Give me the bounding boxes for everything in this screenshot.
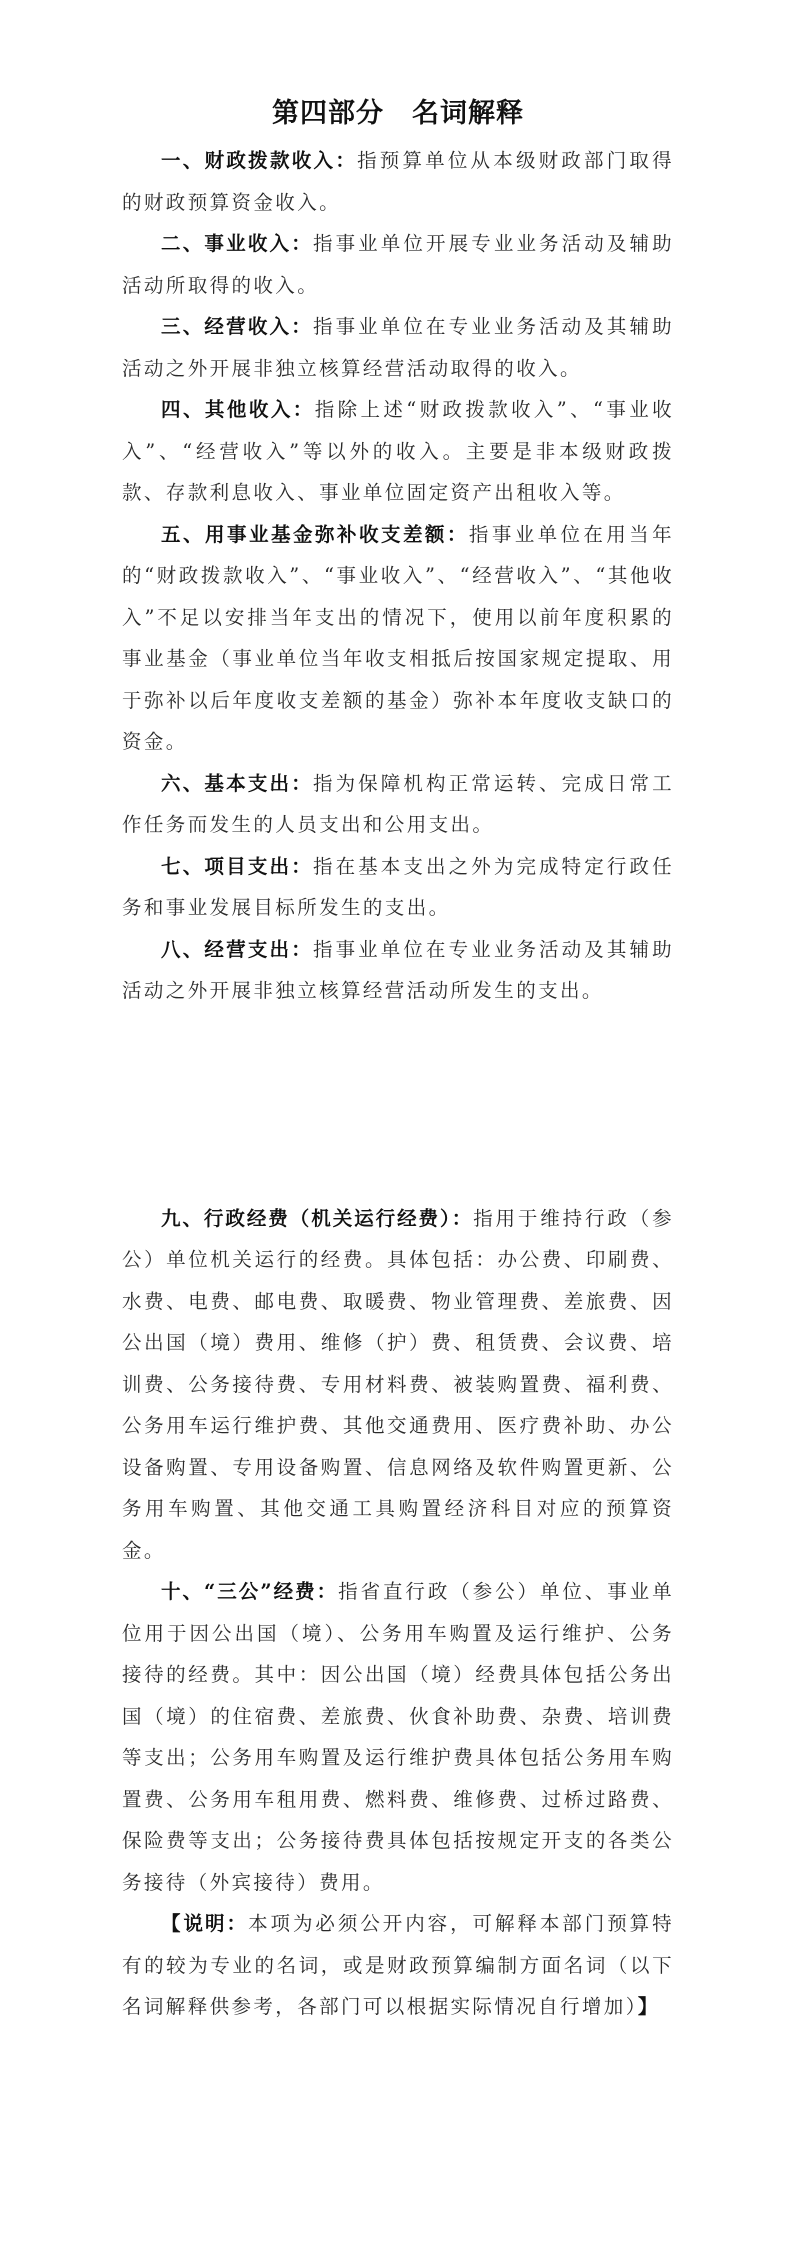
term-label: 三、经营收入： [161, 315, 313, 338]
definition-paragraph-1 [122, 140, 674, 223]
term-definition: 指事业单位在专业业务活动及其辅助活动之外开展非独立核算经营活动所发生的支出。 [122, 937, 674, 1002]
page-break-gap [122, 1012, 674, 1198]
definition-paragraph-5 [122, 514, 674, 763]
term-label: 十、“三公”经费： [161, 1580, 339, 1603]
definition-paragraph-4 [122, 389, 674, 514]
term-label: 二、事业收入： [161, 232, 313, 255]
term-label: 一、财政拨款收入： [161, 149, 358, 172]
note-text: 本项为必须公开内容，可解释本部门预算特有的较为专业的名词，或是财政预算编制方面名词（以下名词解释供参考，各部门可以根据实际情况自行增加） [122, 1912, 674, 2018]
note-close-bracket: 】 [637, 1995, 660, 2018]
term-definition: 指为保障机构正常运转、完成日常工作任务而发生的人员支出和公用支出。 [122, 771, 674, 836]
term-definition: 指事业单位在用当年的“财政拨款收入”、“事业收入”、“经营收入”、“其他收入”不足以安排当年支出的情况下，使用以前年度积累的事业基金（事业单位当年收支相抵后按国家规定提取、用于弥补以后年度收支差额的基金）弥补本年度收支缺口的资金。 [122, 522, 674, 753]
note-label: 说明： [183, 1912, 249, 1935]
term-label: 四、其他收入： [161, 398, 315, 421]
term-label: 九、行政经费（机关运行经费）： [161, 1206, 474, 1230]
term-label: 七、项目支出： [161, 854, 313, 878]
definition-paragraph-6 [122, 763, 674, 846]
definition-paragraph-10 [122, 1571, 674, 1903]
term-definition: 指事业单位开展专业业务活动及辅助活动所取得的收入。 [122, 232, 674, 297]
note-open-bracket: 【 [161, 1912, 184, 1935]
term-definition: 指省直行政（参公）单位、事业单位用于因公出国（境）、公务用车购置及运行维护、公务接待的经费。其中：因公出国（境）经费具体包括公务出国（境）的住宿费、差旅费、伙食补助费、杂费、培训费等支出；公务用车购置及运行维护费具体包括公务用车购置费、公务用车租用费、燃料费、维修费、过桥过路费、保险费等支出；公务接待费具体包括按规定开支的各类公务接待（外宾接待）费用。 [122, 1580, 674, 1894]
page-title: 第四部分 名词解释 [272, 98, 524, 129]
term-definition: 指除上述“财政拨款收入”、“事业收入”、“经营收入”等以外的收入。主要是非本级财政拨款、存款利息收入、事业单位固定资产出租收入等。 [122, 398, 674, 504]
term-definition: 指预算单位从本级财政部门取得的财政预算资金收入。 [122, 149, 674, 214]
definition-paragraph-2 [122, 223, 674, 306]
document-page [122, 92, 674, 2028]
term-label: 六、基本支出： [161, 771, 313, 795]
explanatory-note [122, 1903, 674, 2028]
term-label: 八、经营支出： [161, 937, 313, 961]
definition-paragraph-7 [122, 846, 674, 929]
term-definition: 指用于维持行政（参公）单位机关运行的经费。具体包括：办公费、印刷费、水费、电费、邮电费、取暖费、物业管理费、差旅费、因公出国（境）费用、维修（护）费、租赁费、会议费、培训费、公务接待费、专用材料费、被装购置费、福利费、公务用车运行维护费、其他交通费用、医疗费补助、办公设备购置、专用设备购置、信息网络及软件购置更新、公务用车购置、其他交通工具购置经济科目对应的预算资金。 [122, 1206, 674, 1562]
definition-paragraph-9 [122, 1198, 674, 1572]
definition-paragraph-8 [122, 929, 674, 1012]
term-definition: 指事业单位在专业业务活动及其辅助活动之外开展非独立核算经营活动取得的收入。 [122, 315, 674, 380]
term-label: 五、用事业基金弥补收支差额： [161, 522, 469, 546]
term-definition: 指在基本支出之外为完成特定行政任务和事业发展目标所发生的支出。 [122, 854, 674, 919]
definition-paragraph-3 [122, 306, 674, 389]
